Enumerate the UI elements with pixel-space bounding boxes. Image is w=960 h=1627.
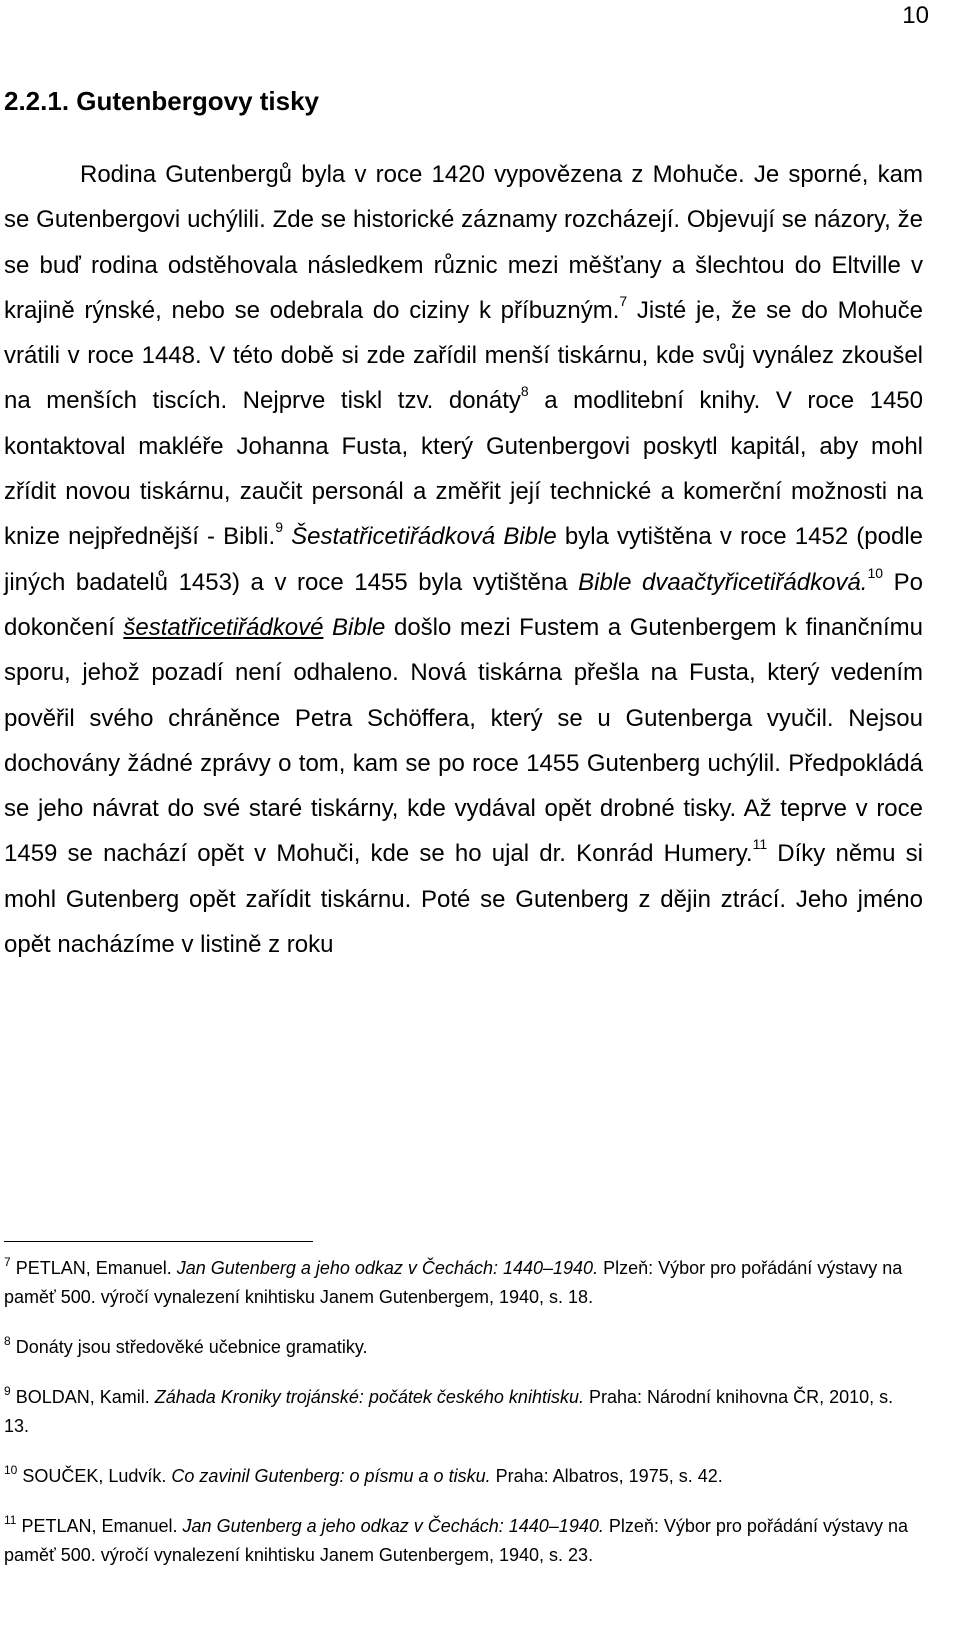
section-heading: 2.2.1. Gutenbergovy tisky [4,86,320,116]
text-run: Jisté je, že se do Mohuče vrátili v roce 1448. V této době si zde zařídil menší tiskárnu, kde svůj vynález zkoušel na menších tiscích. Nejprve tiskl tzv. donáty [4,296,924,415]
text-run: BOLDAN, Kamil. [10,1387,155,1407]
footnote-8 [4,1333,923,1362]
footnote-11 [4,1512,923,1570]
text-run: Plzeň: Výbor pro pořádání výstavy na paměť 500. výročí vynalezení knihtisku Janem Gutenbergem, 1940, s. 23. [4,1516,909,1565]
text-run: Donáty jsou středověké učebnice gramatiky. [10,1337,368,1357]
footnote-reference: 7 [619,292,628,309]
text-run: PETLAN, Emanuel. [10,1258,177,1278]
text-run: SOUČEK, Ludvík. [17,1466,172,1486]
text-run: a modlitební knihy. V roce 1450 kontaktoval makléře Johanna Fusta, který Gutenbergovi poskytl kapitál, aby mohl zřídit novou tiskárnu, zaučit personál a změřit její technické a komerční možnosti na knize nejpřednější - Bibli. [4,387,923,551]
footnote-7 [4,1254,923,1312]
body-paragraph [4,152,923,967]
italic-text: Záhada Kroniky trojánské: počátek českého knihtisku. [154,1387,584,1407]
text-run: Po dokončení [4,568,923,641]
text-run: Díky němu si mohl Gutenberg opět zařídit tiskárnu. Poté se Gutenberg z dějin ztrácí. Jeho jméno opět nacházíme v listině z roku [4,840,923,959]
text-run: Praha: Národní knihovna ČR, 2010, s. 13. [4,1387,894,1436]
text-run: byla vytištěna v roce 1452 (podle jiných badatelů 1453) a v roce 1455 byla vytištěna [4,523,924,596]
italic-text: Co zavinil Gutenberg: o písmu a o tisku. [171,1466,491,1486]
text-run [283,523,291,550]
footnote-number: 10 [4,1463,18,1477]
footnote-reference: 10 [867,564,884,581]
footnote-10 [4,1462,923,1491]
italic-text: Jan Gutenberg a jeho odkaz v Čechách: 1440–1940. [182,1516,604,1536]
italic-text: Bible [332,613,386,641]
text-run: došlo mezi Fustem a Gutenbergem k finančnímu sporu, jehož pozadí není odhaleno. Nová tiskárna přešla na Fusta, který vedením pověřil svého chráněnce Petra Schöffera, který se u Gutenberga vyučil. Nejsou dochovány žádné zprávy o tom, kam se po roce 1455 Gutenberg uchýlil. Předpokládá se jeho návrat do své staré tiskárny, kde vydával opět drobné tisky. Až teprve v roce 1459 se nachází opět v Mohuči, kde se ho ujal dr. Konrád Humery. [4,613,923,868]
footnote-number: 11 [4,1513,17,1527]
italic-underlined-text: šestatřicetiřádkové [123,613,324,641]
footnote-separator [4,1241,313,1242]
text-run: Plzeň: Výbor pro pořádání výstavy na paměť 500. výročí vynalezení knihtisku Janem Gutenbergem, 1940, s. 18. [4,1258,903,1307]
footnote-reference: 8 [520,383,529,400]
text-run: PETLAN, Emanuel. [16,1516,183,1536]
footnote-number: 9 [4,1384,11,1398]
footnote-number: 7 [4,1255,11,1269]
footnote-reference: 11 [752,836,768,853]
italic-text: Jan Gutenberg a jeho odkaz v Čechách: 1440–1940. [176,1258,599,1278]
page-number: 10 [902,2,929,29]
text-run [323,614,332,641]
footnote-9 [4,1383,923,1441]
text-run: Rodina Gutenbergů byla v roce 1420 vypovězena z Mohuče. Je sporné, kam se Gutenbergovi uchýlili. Zde se historické záznamy rozcházejí. Objevují se názory, že se buď rodina odstěhovala následkem různic mezi měšťany a šlechtou do Eltville v krajině rýnské, nebo se odebrala do ciziny k příbuzným. [4,161,923,324]
text-run: Praha: Albatros, 1975, s. 42. [490,1466,723,1486]
footnote-reference: 9 [275,519,283,536]
italic-text: Bible dvaačtyřicetiřádková. [578,568,868,596]
footnote-number: 8 [4,1334,11,1348]
footnotes [4,1254,923,1591]
italic-text: Šestatřicetiřádková Bible [291,523,557,551]
